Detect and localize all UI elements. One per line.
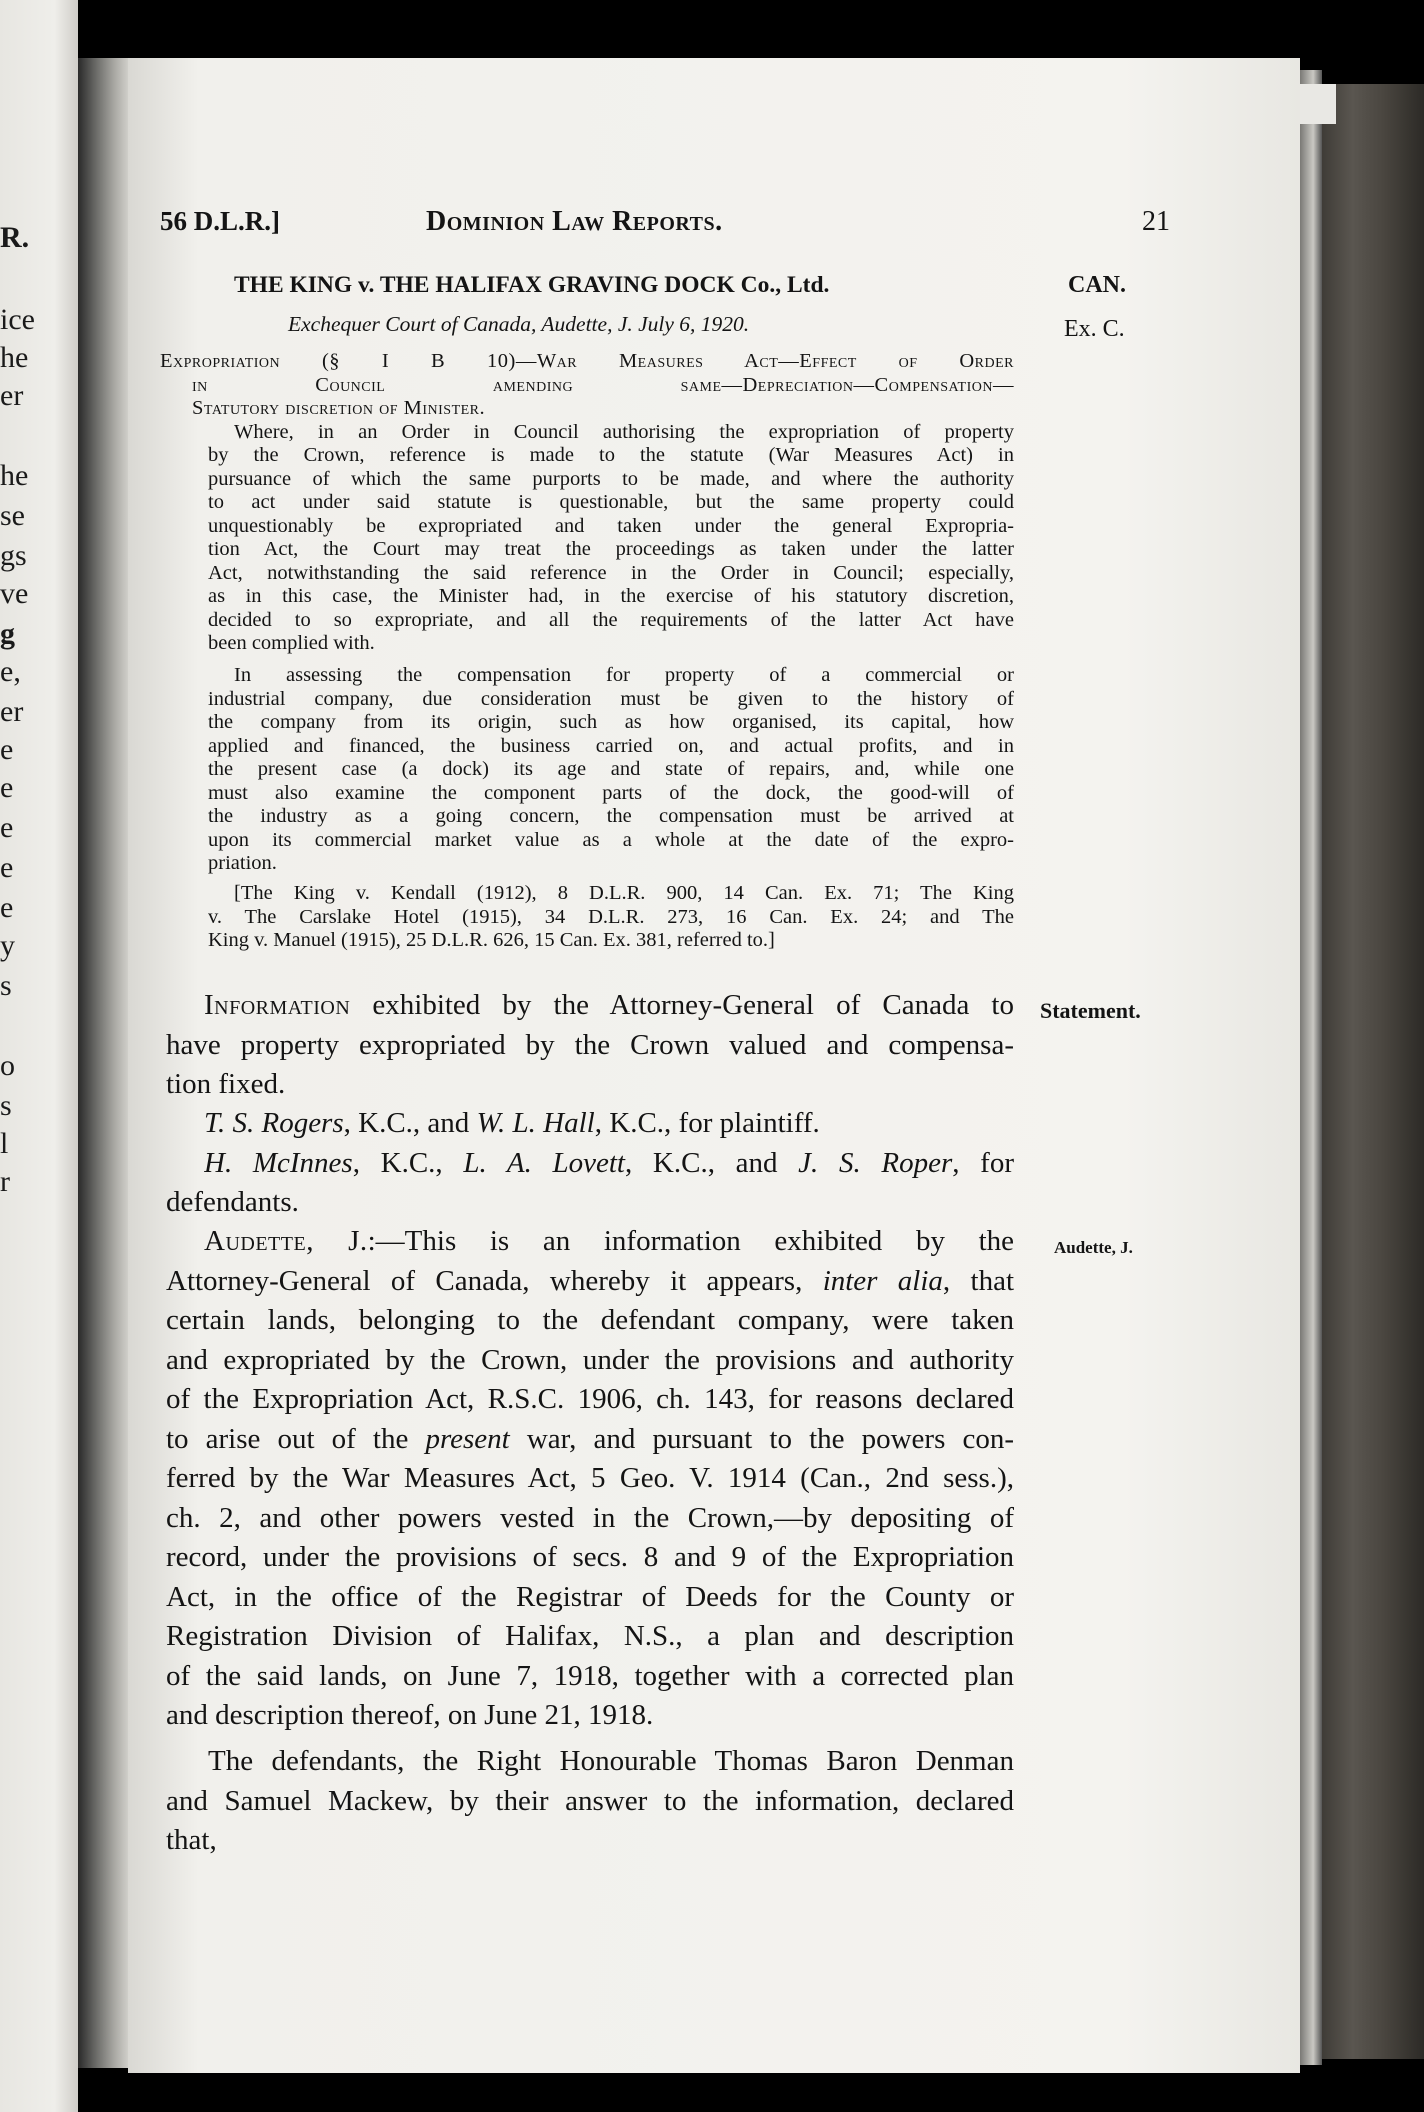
headnote-line: as in this case, the Minister had, in the exercise of his statutory discretion, xyxy=(208,585,1014,607)
counsel-name: W. L. Hall xyxy=(476,1107,595,1139)
counsel-name: T. S. Rogers xyxy=(204,1107,344,1139)
volume-reference: 56 D.L.R.] xyxy=(160,206,280,236)
margin-fragment: e xyxy=(0,851,14,884)
court-abbreviation: Ex. C. xyxy=(1064,316,1125,342)
judgment-line: Act, in the office of the Registrar of Deeds for the County or xyxy=(166,1580,1014,1613)
catchword-line: Expropriation (§ I B 10)—War Measures Act—Effect of Order xyxy=(160,350,1014,372)
counsel-defendants-cont: defendants. xyxy=(166,1186,299,1218)
headnote-line: decided to so expropriate, and all the requirements of the latter Act have xyxy=(208,608,1014,631)
judgment-line xyxy=(204,1222,1014,1262)
headnote-line: the present case (a dock) its age and state of repairs, and, while one xyxy=(208,758,1014,780)
margin-fragment: l xyxy=(0,1127,9,1160)
judgment-text: , that xyxy=(942,1264,1014,1297)
headnote-line: unquestionably be expropriated and taken under the general Expropria- xyxy=(208,514,1014,537)
margin-fragment: e xyxy=(0,811,14,844)
headnote-line: Where, in an Order in Council authorising the expropriation of property xyxy=(234,420,1014,443)
judgment-line: and description thereof, on June 21, 1918. xyxy=(166,1699,654,1731)
counsel-text: , K.C., for plaintiff. xyxy=(594,1107,820,1139)
catchword-line: in Council amending same—Depreciation—Compensation— xyxy=(192,373,1014,396)
statement-line xyxy=(204,986,1014,1026)
judgment-line: ferred by the War Measures Act, 5 Geo. V. 1914 (Can., 2nd sess.), xyxy=(166,1462,1014,1494)
counsel-name: H. McInnes xyxy=(204,1146,353,1179)
margin-fragment: e xyxy=(0,891,14,924)
running-title: Dominion Law Reports. xyxy=(426,206,723,237)
margin-fragment: r xyxy=(0,1165,10,1198)
counsel-defendants xyxy=(204,1144,1014,1184)
judgment-line: record, under the provisions of secs. 8 and 9 of the Expropriation xyxy=(166,1541,1014,1573)
previous-page-edge xyxy=(0,0,78,2112)
judgment-line xyxy=(166,1262,1014,1302)
counsel-name: L. A. Lovett xyxy=(463,1146,625,1179)
book-cover-spine xyxy=(1322,84,1424,2059)
case-title: THE KING v. THE HALIFAX GRAVING DOCK Co., Ltd. xyxy=(234,272,830,298)
jurisdiction-label: CAN. xyxy=(1068,272,1126,298)
page-stack-edge xyxy=(1300,70,1322,2065)
margin-fragment: gs xyxy=(0,539,27,572)
page-number: 21 xyxy=(1142,206,1170,237)
headnote-line: the industry as a going concern, the compensation must be arrived at xyxy=(208,805,1014,827)
headnote-line: applied and financed, the business carried on, and actual profits, and in xyxy=(208,734,1014,757)
headnote-line: pursuance of which the same purports to be made, and where the authority xyxy=(208,467,1014,490)
margin-fragment: s xyxy=(0,969,12,1002)
judgment-line: and Samuel Mackew, by their answer to the information, declared xyxy=(166,1784,1014,1817)
headnote-line: been complied with. xyxy=(208,632,375,654)
headnote-line: tion Act, the Court may treat the proceedings as taken under the latter xyxy=(208,538,1014,560)
judge-name: Audette, J. xyxy=(204,1225,368,1257)
margin-fragment: se xyxy=(0,499,25,532)
catchword-line: Statutory discretion of Minister. xyxy=(192,397,486,419)
citation-line: v. The Carslake Hotel (1915), 34 D.L.R. 273, 16 Can. Ex. 24; and The xyxy=(208,905,1014,928)
judgment-line: that, xyxy=(166,1824,217,1856)
judgment-text: war, and pursuant to the powers con- xyxy=(509,1422,1014,1455)
judgment-italic: present xyxy=(425,1422,510,1455)
judgment-italic: inter alia xyxy=(822,1264,943,1297)
headnote-line: to act under said statute is questionable, but the same property could xyxy=(208,491,1014,513)
judgment-line: of the said lands, on June 7, 1918, together with a corrected plan xyxy=(166,1659,1014,1692)
headnote-line: by the Crown, reference is made to the statute (War Measures Act) in xyxy=(208,444,1014,466)
citation-line: King v. Manuel (1915), 25 D.L.R. 626, 15 Can. Ex. 381, referred to.] xyxy=(208,929,775,951)
judge-side-label: Audette, J. xyxy=(1054,1238,1133,1257)
counsel-text: , K.C., and xyxy=(624,1146,799,1179)
margin-fragment: ve xyxy=(0,577,29,610)
margin-fragment: e xyxy=(0,771,14,804)
margin-fragment: er xyxy=(0,379,24,412)
margin-fragment: o xyxy=(0,1049,15,1082)
book-page xyxy=(128,58,1300,2073)
margin-fragment: R. xyxy=(0,221,30,254)
statement-lead: Information xyxy=(204,989,351,1021)
counsel-text: , K.C., and xyxy=(343,1107,477,1139)
headnote-line: In assessing the compensation for property of a commercial or xyxy=(234,664,1014,686)
margin-fragment: he xyxy=(0,459,29,492)
judgment-text: Attorney-General of Canada, whereby it appears, xyxy=(166,1264,823,1297)
statement-line: have property expropriated by the Crown valued and compensa- xyxy=(166,1028,1014,1061)
counsel-name: J. S. Roper xyxy=(798,1146,953,1179)
counsel-text: , for xyxy=(952,1146,1014,1179)
statement-side-label: Statement. xyxy=(1040,998,1141,1023)
judgment-line: Registration Division of Halifax, N.S., a plan and description xyxy=(166,1620,1014,1652)
cover-highlight xyxy=(1296,84,1336,124)
margin-fragment: g xyxy=(0,617,15,650)
counsel-plaintiff xyxy=(204,1104,820,1144)
judgment-line: and expropriated by the Crown, under the provisions and authority xyxy=(166,1343,1014,1376)
margin-fragment: er xyxy=(0,695,24,728)
margin-fragment: s xyxy=(0,1089,12,1122)
judgment-line: of the Expropriation Act, R.S.C. 1906, ch. 143, for reasons declared xyxy=(166,1383,1014,1415)
judgment-line xyxy=(166,1420,1014,1460)
court-line: Exchequer Court of Canada, Audette, J. July 6, 1920. xyxy=(288,312,750,336)
statement-text: exhibited by the Attorney-General of Canada to xyxy=(350,989,1014,1021)
judgment-line: ch. 2, and other powers vested in the Crown,—by depositing of xyxy=(166,1501,1014,1534)
headnote-line: Act, notwithstanding the said reference in the Order in Council; especially, xyxy=(208,561,1014,584)
judgment-line: The defendants, the Right Honourable Thomas Baron Denman xyxy=(208,1745,1014,1777)
headnote-line: priation. xyxy=(208,852,277,874)
judgment-line: certain lands, belonging to the defendant company, were taken xyxy=(166,1304,1014,1336)
judgment-text: :—This is an information exhibited by the xyxy=(367,1225,1014,1257)
headnote-line: industrial company, due consideration must be given to the history of xyxy=(208,687,1014,710)
headnote-line: the company from its origin, such as how organised, its capital, how xyxy=(208,711,1014,733)
statement-line: tion fixed. xyxy=(166,1068,286,1100)
margin-fragment: he xyxy=(0,341,29,374)
margin-fragment: e xyxy=(0,733,14,766)
margin-fragment: ice xyxy=(0,303,35,336)
counsel-text: , K.C., xyxy=(352,1146,464,1179)
margin-fragment: e, xyxy=(0,655,21,688)
margin-fragment: y xyxy=(0,929,15,962)
binding-gutter xyxy=(78,58,130,2068)
headnote-line: upon its commercial market value as a whole at the date of the expro- xyxy=(208,828,1014,851)
judgment-text: to arise out of the xyxy=(166,1422,426,1455)
citation-line: [The King v. Kendall (1912), 8 D.L.R. 900, 14 Can. Ex. 71; The King xyxy=(234,882,1014,904)
headnote-line: must also examine the component parts of the dock, the good-will of xyxy=(208,781,1014,804)
